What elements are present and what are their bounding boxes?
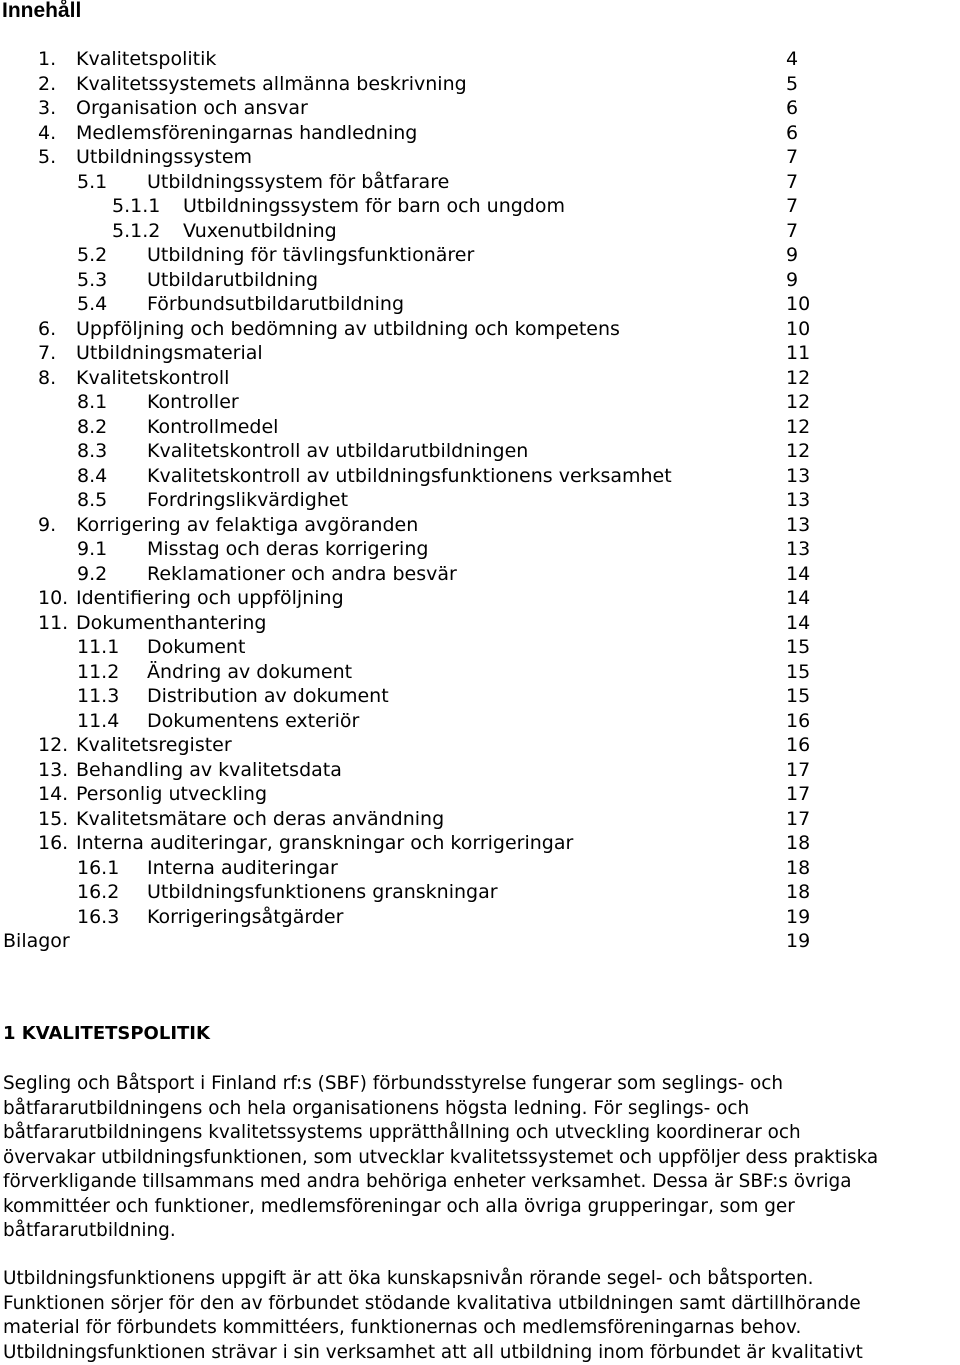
- toc-entry-page: 18: [786, 881, 811, 903]
- toc-entry-page: 13: [786, 464, 811, 487]
- toc-entry-number: 16.3: [77, 905, 120, 928]
- toc-entry-title: Dokument: [147, 636, 246, 658]
- toc-entry[interactable]: [0, 390, 960, 415]
- toc-entry-number: 9.2: [77, 562, 108, 585]
- toc-entry-page: 10: [786, 317, 811, 340]
- toc-entry-title: Organisation och ansvar: [76, 97, 308, 119]
- toc-entry-page: 9: [786, 244, 799, 266]
- toc-entry-number: 11.: [38, 611, 69, 634]
- toc-entry[interactable]: [0, 292, 960, 317]
- toc-entry-title: Fordringslikvärdighet: [147, 489, 349, 511]
- toc-entry-page: 12: [786, 440, 811, 462]
- toc-entry[interactable]: [0, 611, 960, 636]
- toc-entry-page: 15: [786, 636, 811, 658]
- toc-entry[interactable]: [0, 121, 960, 146]
- toc-entry-number: 5.1.2: [112, 219, 161, 242]
- toc-entry[interactable]: [0, 880, 960, 905]
- toc-entry[interactable]: [0, 219, 960, 244]
- toc-entry[interactable]: [0, 562, 960, 587]
- toc-entry-title: Identifiering och uppföljning: [76, 587, 344, 609]
- toc-entry-page: 12: [786, 391, 811, 413]
- toc-entry-title: Utbildarutbildning: [147, 268, 319, 291]
- toc-entry-number: 8.5: [77, 489, 108, 511]
- paragraph-1: [3, 1072, 960, 1244]
- toc-entry-number: 5.4: [77, 293, 108, 315]
- toc-entry-page: 19: [786, 930, 811, 952]
- toc-entry[interactable]: [0, 317, 960, 342]
- toc-entry-number: 16.2: [77, 881, 120, 903]
- toc-entry-page: 19: [786, 905, 811, 928]
- toc-entry[interactable]: [0, 488, 960, 513]
- toc-entry-page: 17: [786, 783, 811, 805]
- toc-entry-title: Interna auditeringar, granskningar och korrigeringar: [76, 832, 574, 854]
- toc-entry-page: 9: [786, 268, 799, 291]
- toc-entry-number: 9.: [38, 513, 57, 536]
- toc-entry-number: 11.2: [77, 660, 120, 683]
- toc-entry-page: 18: [786, 832, 811, 854]
- section-heading: 1 KVALITETSPOLITIK: [3, 1023, 210, 1044]
- toc-entry-number: 8.: [38, 366, 57, 389]
- toc-entry[interactable]: [0, 929, 960, 954]
- paragraph-line: Segling och Båtsport i Finland rf:s (SBF) förbundsstyrelse fungerar som seglings- och: [3, 1073, 784, 1094]
- toc-entry-page: 6: [786, 121, 799, 144]
- toc-entry-page: 13: [786, 538, 811, 560]
- toc-entry[interactable]: [0, 47, 960, 72]
- toc-entry[interactable]: [0, 733, 960, 758]
- toc-entry-title: Kvalitetspolitik: [76, 48, 217, 70]
- toc-entry-title: Kontroller: [147, 391, 239, 413]
- toc-entry[interactable]: [0, 660, 960, 685]
- toc-entry-page: 14: [786, 611, 811, 634]
- toc-entry-title: Reklamationer och andra besvär: [147, 562, 457, 585]
- toc-entry-page: 7: [786, 170, 799, 193]
- toc-entry-page: 4: [786, 48, 799, 70]
- toc-entry-title: Kvalitetssystemets allmänna beskrivning: [76, 72, 467, 95]
- toc-entry-title: Korrigering av felaktiga avgöranden: [76, 513, 419, 536]
- toc-entry-number: 13.: [38, 758, 69, 781]
- toc-entry-title: Förbundsutbildarutbildning: [147, 293, 405, 315]
- toc-entry-number: 1.: [38, 48, 57, 70]
- toc-entry-page: 13: [786, 513, 811, 536]
- toc-entry[interactable]: [0, 537, 960, 562]
- toc-entry-number: 7.: [38, 342, 57, 364]
- toc-entry-title: Utbildningsmaterial: [76, 342, 263, 364]
- toc-entry-page: 18: [786, 856, 811, 879]
- toc-entry-number: 5.: [38, 146, 57, 168]
- paragraph-line: Utbildningsfunktionen strävar i sin verksamhet att all utbildning inom förbundet är kvalitativt: [3, 1341, 863, 1363]
- toc-entry-title: Medlemsföreningarnas handledning: [76, 121, 418, 144]
- toc-entry-title: Utbildningssystem för barn och ungdom: [183, 195, 566, 217]
- toc-entry-number: 5.1: [77, 170, 108, 193]
- toc-entry[interactable]: [0, 513, 960, 538]
- toc-entry-title: Misstag och deras korrigering: [147, 538, 429, 560]
- toc-entry-title: Korrigeringsåtgärder: [147, 905, 344, 928]
- table-of-contents: [0, 47, 960, 954]
- paragraph-line: Utbildningsfunktionens uppgift är att öka kunskapsnivån rörande segel- och båtsporten.: [3, 1268, 814, 1289]
- toc-entry-number: 16.1: [77, 856, 120, 879]
- toc-entry[interactable]: [0, 758, 960, 783]
- toc-entry-page: 16: [786, 709, 811, 732]
- toc-entry-title: Utbildningsfunktionens granskningar: [147, 881, 498, 903]
- toc-entry-number: 4.: [38, 121, 57, 144]
- toc-entry[interactable]: [0, 635, 960, 660]
- toc-entry[interactable]: [0, 831, 960, 856]
- toc-entry-number: 2.: [38, 72, 57, 95]
- toc-entry[interactable]: [0, 72, 960, 97]
- toc-entry-page: 10: [786, 293, 811, 315]
- toc-entry-title: Interna auditeringar: [147, 856, 338, 879]
- toc-entry-number: 6.: [38, 317, 57, 340]
- toc-entry-title: Utbildning för tävlingsfunktionärer: [147, 244, 475, 266]
- toc-entry-page: 16: [786, 734, 811, 756]
- toc-entry-number: 15.: [38, 807, 69, 830]
- toc-entry[interactable]: [0, 684, 960, 709]
- paragraph-line: båtfararutbildningens och hela organisationens högsta ledning. För seglings- och: [3, 1097, 750, 1119]
- toc-entry-number: 8.3: [77, 440, 108, 462]
- paragraph-line: övervakar utbildningsfunktionen, som utvecklar kvalitetssystemet och uppföljer dess praktiska: [3, 1146, 879, 1168]
- toc-entry-title: Kvalitetsregister: [76, 734, 232, 756]
- toc-entry-number: 11.4: [77, 709, 120, 732]
- toc-entry-title: Kontrollmedel: [147, 415, 279, 438]
- toc-entry-page: 15: [786, 660, 811, 683]
- toc-entry-number: 10.: [38, 587, 69, 609]
- toc-entry[interactable]: [0, 366, 960, 391]
- toc-entry-page: 11: [786, 342, 811, 364]
- toc-entry-number: 5.1.1: [112, 195, 161, 217]
- toc-entry[interactable]: [0, 464, 960, 489]
- toc-entry-title: Dokumentens exteriör: [147, 709, 360, 732]
- paragraph-line: båtfararutbildningens kvalitetssystems upprätthållning och utveckling koordinerar och: [3, 1122, 801, 1143]
- toc-entry-number: 14.: [38, 783, 69, 805]
- toc-entry-page: 12: [786, 366, 811, 389]
- toc-entry[interactable]: [0, 586, 960, 611]
- toc-entry[interactable]: [0, 268, 960, 293]
- toc-entry-title: Kvalitetskontroll: [76, 366, 230, 389]
- toc-entry-number: 8.4: [77, 464, 108, 487]
- toc-entry-page: 6: [786, 97, 799, 119]
- toc-entry[interactable]: [0, 341, 960, 366]
- toc-entry-page: 14: [786, 587, 811, 609]
- toc-entry-title: Utbildningssystem för båtfarare: [147, 170, 450, 193]
- toc-entry[interactable]: [0, 415, 960, 440]
- paragraph-line: förverkligande tillsammans med andra behöriga enheter verksamhet. Dessa är SBF:s övriga: [3, 1171, 852, 1192]
- toc-entry-title: Vuxenutbildning: [183, 219, 337, 242]
- toc-entry-number: 11.3: [77, 685, 120, 707]
- toc-entry-title: Ändring av dokument: [147, 660, 353, 683]
- toc-entry-number: 8.1: [77, 391, 108, 413]
- toc-entry-page: 12: [786, 415, 811, 438]
- toc-entry-page: 17: [786, 758, 811, 781]
- toc-entry-page: 5: [786, 72, 799, 95]
- toc-entry-number: 5.3: [77, 268, 108, 291]
- paragraph-line: Funktionen sörjer för den av förbundet stödande kvalitativa utbildningen samt därtillhörande: [3, 1292, 861, 1314]
- toc-entry[interactable]: [0, 145, 960, 170]
- toc-entry-title: Utbildningssystem: [76, 146, 253, 168]
- paragraph-line: kommittéer och funktioner, medlemsföreningar och alla övriga grupperingar, som ger: [3, 1195, 795, 1217]
- toc-entry[interactable]: [0, 96, 960, 121]
- toc-entry-title: Personlig utveckling: [76, 783, 268, 805]
- toc-entry-number: 11.1: [77, 636, 120, 658]
- toc-entry-title: Uppföljning och bedömning av utbildning och kompetens: [76, 317, 620, 340]
- toc-entry-page: 17: [786, 807, 811, 830]
- toc-entry-number: 8.2: [77, 415, 108, 438]
- toc-entry-title: Kvalitetskontroll av utbildarutbildningen: [147, 440, 529, 462]
- toc-entry-title: Distribution av dokument: [147, 685, 389, 707]
- toc-entry-number: 9.1: [77, 538, 108, 560]
- toc-entry-title: Dokumenthantering: [76, 611, 267, 634]
- toc-entry-page: 7: [786, 219, 799, 242]
- paragraph-line: båtfararutbildning.: [3, 1220, 176, 1241]
- toc-entry-number: 3.: [38, 97, 57, 119]
- toc-entry-number: 16.: [38, 832, 69, 854]
- toc-entry[interactable]: [0, 782, 960, 807]
- toc-entry-page: 7: [786, 195, 799, 217]
- toc-entry-page: 14: [786, 562, 811, 585]
- toc-entry-page: 15: [786, 685, 811, 707]
- toc-entry[interactable]: [0, 170, 960, 195]
- toc-entry-title: Bilagor: [3, 930, 70, 952]
- paragraph-line: material för förbundets kommittéers, funktionernas och medlemsföreningarnas behov.: [3, 1317, 802, 1338]
- toc-entry-title: Kvalitetskontroll av utbildningsfunktionens verksamhet: [147, 464, 672, 487]
- toc-entry-title: Behandling av kvalitetsdata: [76, 758, 342, 781]
- toc-entry-page: 13: [786, 489, 811, 511]
- toc-entry-number: 12.: [38, 734, 69, 756]
- paragraph-2: [3, 1267, 960, 1365]
- toc-entry[interactable]: [0, 194, 960, 219]
- toc-entry-title: Kvalitetsmätare och deras användning: [76, 807, 445, 830]
- toc-entry-number: 5.2: [77, 244, 108, 266]
- toc-entry[interactable]: [0, 905, 960, 930]
- toc-entry-page: 7: [786, 146, 799, 168]
- toc-entry[interactable]: [0, 807, 960, 832]
- toc-entry[interactable]: [0, 856, 960, 881]
- toc-heading: Innehåll: [2, 0, 82, 22]
- toc-entry[interactable]: [0, 709, 960, 734]
- toc-entry[interactable]: [0, 439, 960, 464]
- toc-entry[interactable]: [0, 243, 960, 268]
